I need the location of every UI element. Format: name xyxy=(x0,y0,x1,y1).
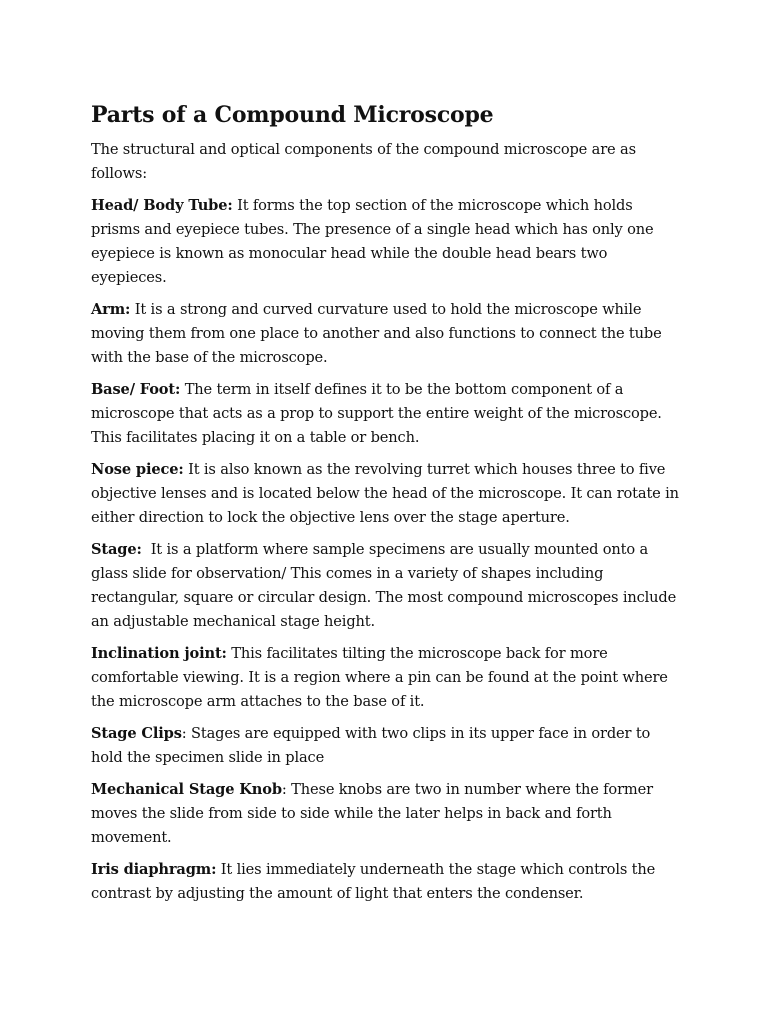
entry-text: : These knobs are two in number where the former moves the slide from side to side while the later helps in back and forth movement. xyxy=(91,781,653,846)
entry-arm xyxy=(91,298,683,370)
entry-iris-diaphragm xyxy=(91,858,683,906)
entry-term: Stage: xyxy=(91,541,142,558)
entry-text: The term in itself defines it to be the bottom component of a microscope that acts as a prop to support the entire weight of the microscope. This facilitates placing it on a table or bench. xyxy=(91,381,662,446)
entry-term: Inclination joint: xyxy=(91,645,227,662)
entry-term: Nose piece: xyxy=(91,461,184,478)
entry-inclination-joint xyxy=(91,642,683,714)
entry-term: Mechanical Stage Knob xyxy=(91,781,282,798)
entry-text: It is a strong and curved curvature used to hold the microscope while moving them from one place to another and also functions to connect the tube with the base of the microscope. xyxy=(91,301,662,366)
document-title: Parts of a Compound Microscope xyxy=(91,102,494,128)
entry-text: : Stages are equipped with two clips in its upper face in order to hold the specimen slide in place xyxy=(91,725,651,766)
entry-base-foot xyxy=(91,378,683,450)
entry-text: It lies immediately underneath the stage which controls the contrast by adjusting the amount of light that enters the condenser. xyxy=(91,861,656,902)
entry-term: Head/ Body Tube: xyxy=(91,197,233,214)
entry-term: Base/ Foot: xyxy=(91,381,181,398)
entry-term: Iris diaphragm: xyxy=(91,861,217,878)
entry-term: Stage Clips xyxy=(91,725,182,742)
entry-nose-piece xyxy=(91,458,683,530)
intro-paragraph: The structural and optical components of the compound microscope are as follows: xyxy=(91,141,636,182)
entry-stage xyxy=(91,538,683,634)
entry-term: Arm: xyxy=(91,301,131,318)
entry-text: It is also known as the revolving turret which houses three to five objective lenses and is located below the head of the microscope. It can rotate in either direction to lock the objective lens over the stage aperture. xyxy=(91,461,679,526)
entry-text: This facilitates tilting the microscope back for more comfortable viewing. It is a region where a pin can be found at the point where the microscope arm attaches to the base of it. xyxy=(91,645,668,710)
entry-text: It is a platform where sample specimens are usually mounted onto a glass slide for observation/ This comes in a variety of shapes including rectangular, square or circular design. The most compound microscopes include an adjustable mechanical stage height. xyxy=(91,541,681,630)
entry-mechanical-stage-knob xyxy=(91,778,683,850)
entry-text: It forms the top section of the microscope which holds prisms and eyepiece tubes. The presence of a single head which has only one eyepiece is known as monocular head while the double head bears two eyepieces. xyxy=(91,197,654,286)
document-page xyxy=(91,100,683,914)
entry-head-body-tube xyxy=(91,194,683,290)
entry-stage-clips xyxy=(91,722,683,770)
